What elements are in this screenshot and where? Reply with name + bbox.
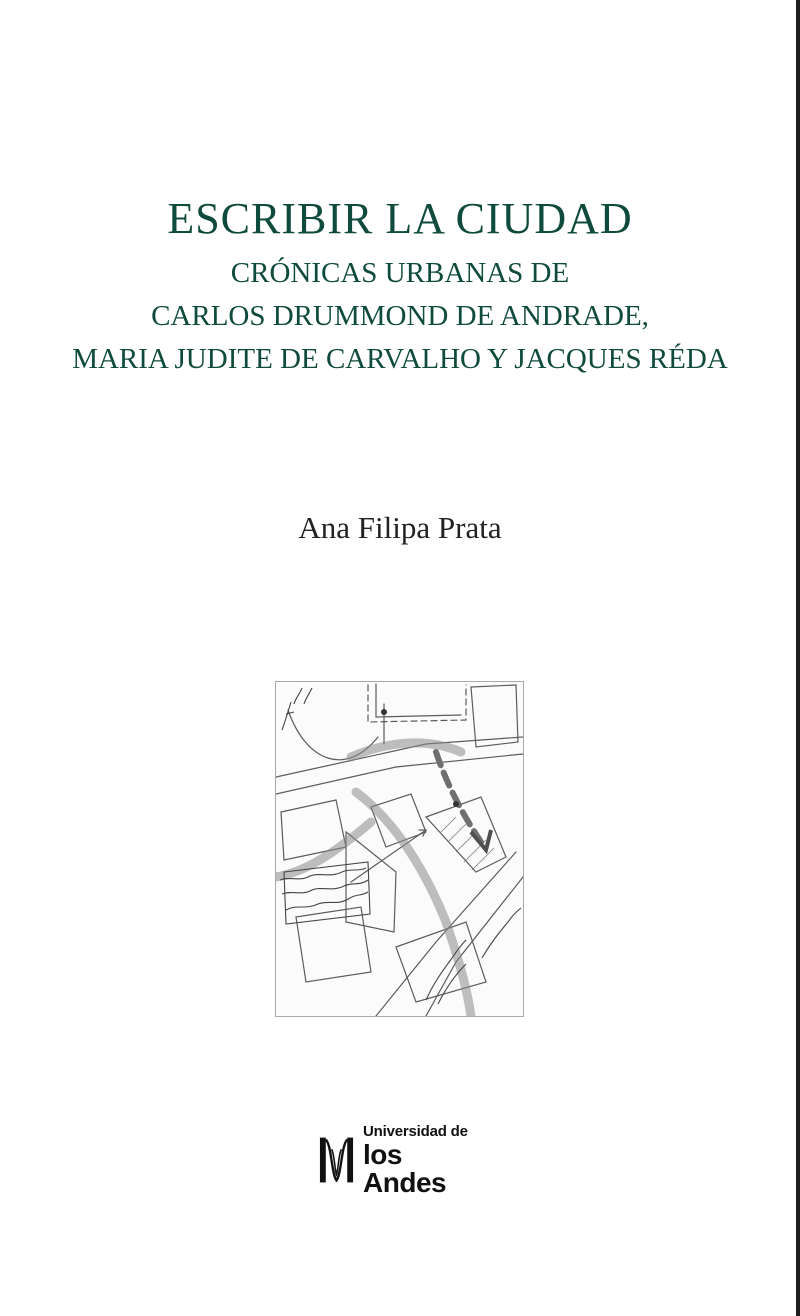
- publisher-name-line-1: Universidad de: [363, 1122, 468, 1140]
- city-map-sketch: [275, 681, 524, 1017]
- subtitle-line-1: CRÓNICAS URBANAS DE: [230, 257, 570, 289]
- author-name: Ana Filipa Prata: [298, 510, 502, 545]
- subtitle-line-3: MARIA JUDITE DE CARVALHO Y JACQUES RÉDA: [72, 343, 728, 375]
- university-emblem-icon: [318, 1135, 355, 1185]
- subtitle-line-2: CARLOS DRUMMOND DE ANDRADE,: [151, 300, 649, 332]
- publisher-name-line-2: los Andes: [363, 1138, 447, 1198]
- book-title: ESCRIBIR LA CIUDAD: [167, 194, 633, 243]
- book-subtitle: [0, 252, 800, 381]
- publisher-logo: [318, 1122, 488, 1198]
- publisher-name: [363, 1124, 488, 1197]
- city-map-sketch-drawing: [276, 682, 523, 1016]
